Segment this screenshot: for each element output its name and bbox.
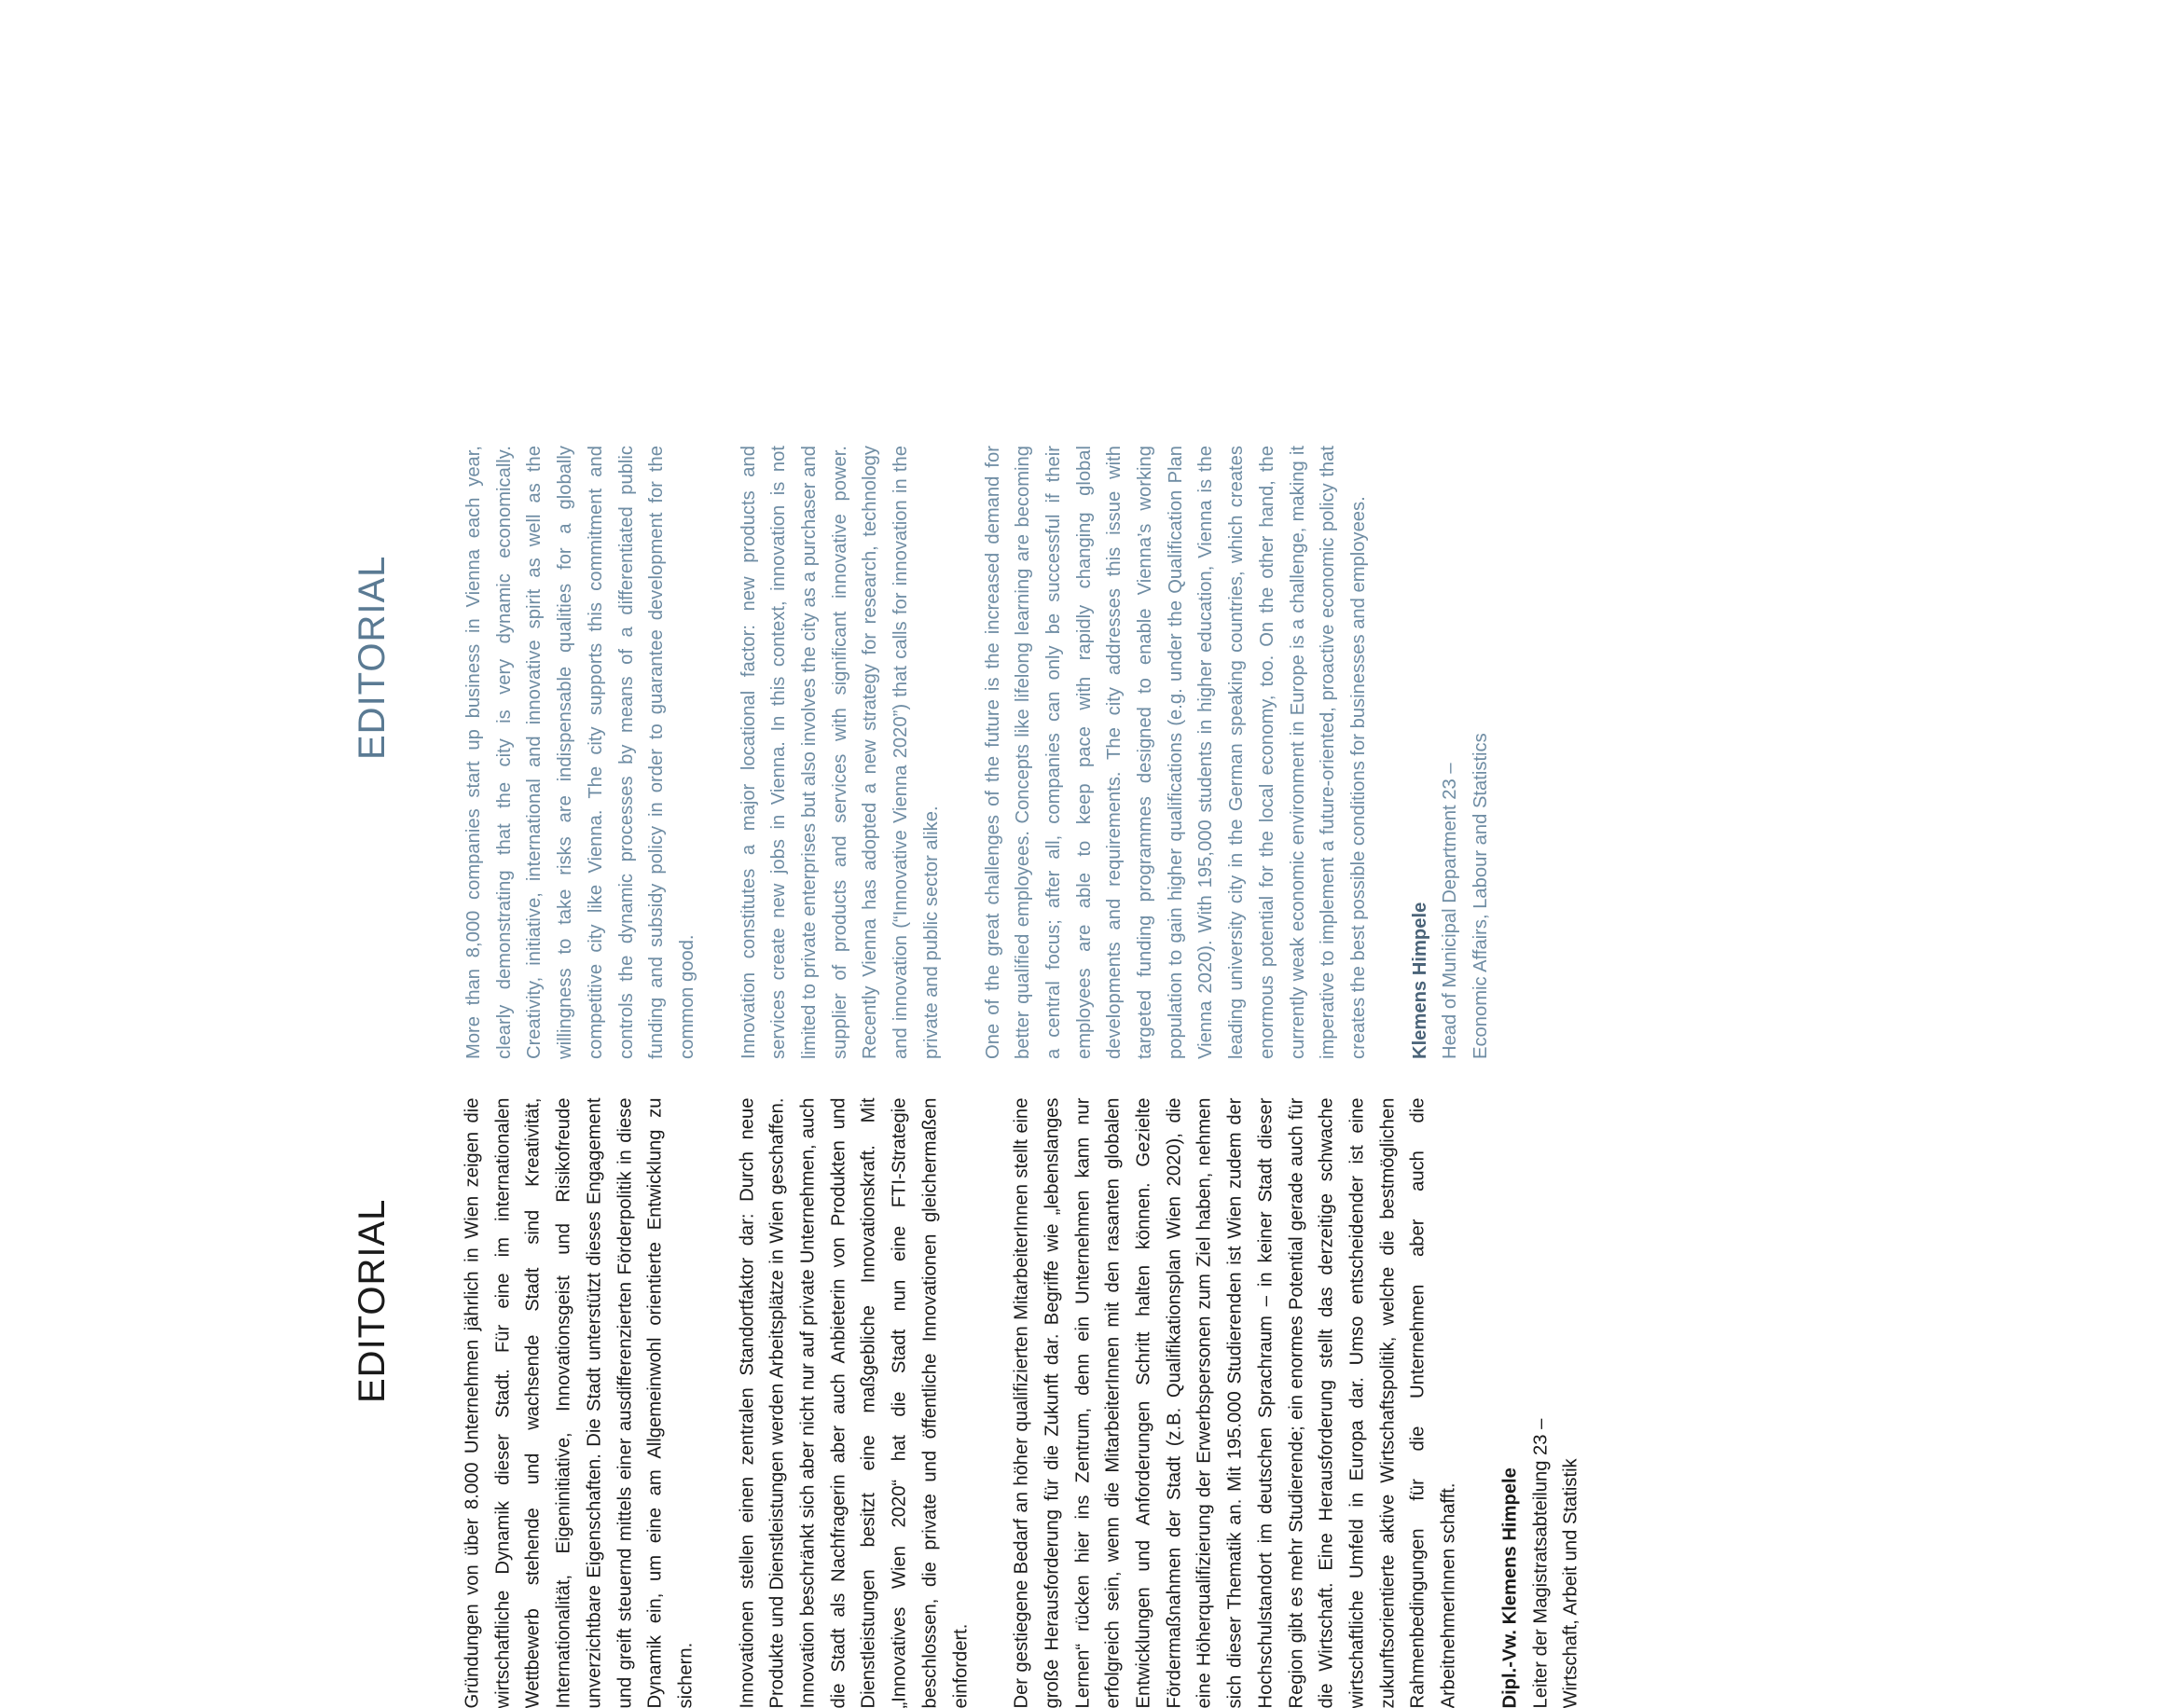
english-signature <box>1405 446 1497 1059</box>
english-paragraph-1: More than 8,000 companies start up business in Vienna each year, clearly demonstrating that the city is very dynamic economically. Creativity, initiative, international and innovative spirit as well as the willingness to take risks are indispensable qualities for a globally competitive city like Vienna. The city supports this commitment and controls the dynamic processes by means of a differentiated public funding and subsidy policy in order to guarantee development for the common good. <box>463 445 697 1059</box>
german-title: EDITORIAL <box>352 1198 393 1403</box>
german-paragraph-1: Gründungen von über 8.000 Unternehmen jährlich in Wien zeigen die wirtschaftliche Dynamik dieser Stadt. Für eine im internationalen Wettbewerb stehende und wachsende Stadt sind Kreativität, Internationalität, Eigeninitiative, Innovationsgeist und Risikofreude unverzichtbare Eigenschaften. Die Stadt unterstützt dieses Engagement und greift steuernd mittels einer ausdifferenzierten Förderpolitik in diese Dynamik ein, um eine am Allgemeinwohl orientierte Entwicklung zu sichern. <box>462 1097 696 1708</box>
german-paragraph-3: Der gestiegene Bedarf an höher qualifizierten MitarbeiterInnen stellt eine große Herausforderung für die Zukunft dar. Begriffe wie „lebenslanges Lernen“ rücken hier ins Zentrum, denn ein Unternehmen kann nur erfolgreich sein, wenn die MitarbeiterInnen mit den rasanten globalen Entwicklungen und Anforderungen Schritt halten können. Gezielte Fördermaßnahmen der Stadt (z.B. Qualifikationsplan Wien 2020), die eine Höherqualifizierung der Erwerbspersonen zum Ziel haben, nehmen sich dieser Thematik an. Mit 195.000 Studierenden ist Wien zudem der Hochschulstandort im deutschen Sprachraum – in keiner Stadt dieser Region gibt es mehr Studierende; ein enormes Potential gerade auch für die Wirtschaft. Eine Herausforderung stellt das derzeitige schwache wirtschaftliche Umfeld in Europa dar. Umso entscheidender ist eine zukunftsorientierte aktive Wirtschaftspolitik, welche die bestmöglichen Rahmenbedingungen für die Unternehmen aber auch die ArbeitnehmerInnen schafft. <box>1011 1097 1459 1708</box>
german-signature-name: Dipl.-Vw. Klemens Himpele <box>1498 1467 1520 1708</box>
english-signature-name: Klemens Himpele <box>1409 902 1430 1059</box>
english-paragraph-2: Innovation constitutes a major locational factor: new products and services create new jobs in Vienna. In this context, innovation is not limited to private enterprises but also involves the city as a purchaser and supplier of products and services with significant innovative power. Recently Vienna has adopted a new strategy for research, technology and innovation (“Innovative Vienna 2020”) that calls for innovation in the private and public sector alike. <box>738 445 942 1059</box>
german-signature <box>1495 1097 1586 1708</box>
german-paragraph-2: Innovationen stellen einen zentralen Standortfaktor dar: Durch neue Produkte und Dienstleistungen werden Arbeitsplätze in Wien geschaffen. Innovation beschränkt sich aber nicht nur auf private Unternehmen, auch die Stadt als Nachfragerin aber auch Anbieterin von Produkten und Dienstleistungen besitzt eine maßgebliche Innovationskraft. Mit „Innovatives Wien 2020“ hat die Stadt nun eine FTI-Strategie beschlossen, die private und öffentliche Innovationen gleichermaßen einfordert. <box>736 1097 971 1708</box>
english-signature-department: Economic Affairs, Labour and Statistics <box>1470 732 1492 1059</box>
german-column <box>457 1097 1686 1708</box>
english-title: EDITORIAL <box>352 555 393 760</box>
english-paragraph-3: One of the great challenges of the future is the increased demand for better qualified employees. Concepts like lifelong learning are becoming a central focus; after all, companies can only be successful if their employees are able to keep pace with rapidly changing global developments and requirements. The city addresses this issue with targeted funding programmes designed to enable Vienna’s working population to gain higher qualifications (e.g. under the Qualification Plan Vienna 2020). With 195,000 students in higher education, Vienna is the leading university city in the German speaking countries, which creates enormous potential for the local economy, too. On the other hand, the currently weak economic environment in Europe is a challenge, making it imperative to implement a future-oriented, proactive economic policy that creates the best possible conditions for businesses and employees. <box>982 445 1369 1059</box>
english-column <box>459 446 1688 1059</box>
german-signature-department: Wirtschaft, Arbeit und Statistik <box>1560 1457 1581 1708</box>
german-signature-role: Leiter der Magistratsabteilung 23 – <box>1529 1418 1551 1708</box>
english-signature-role: Head of Municipal Department 23 – <box>1440 762 1461 1059</box>
